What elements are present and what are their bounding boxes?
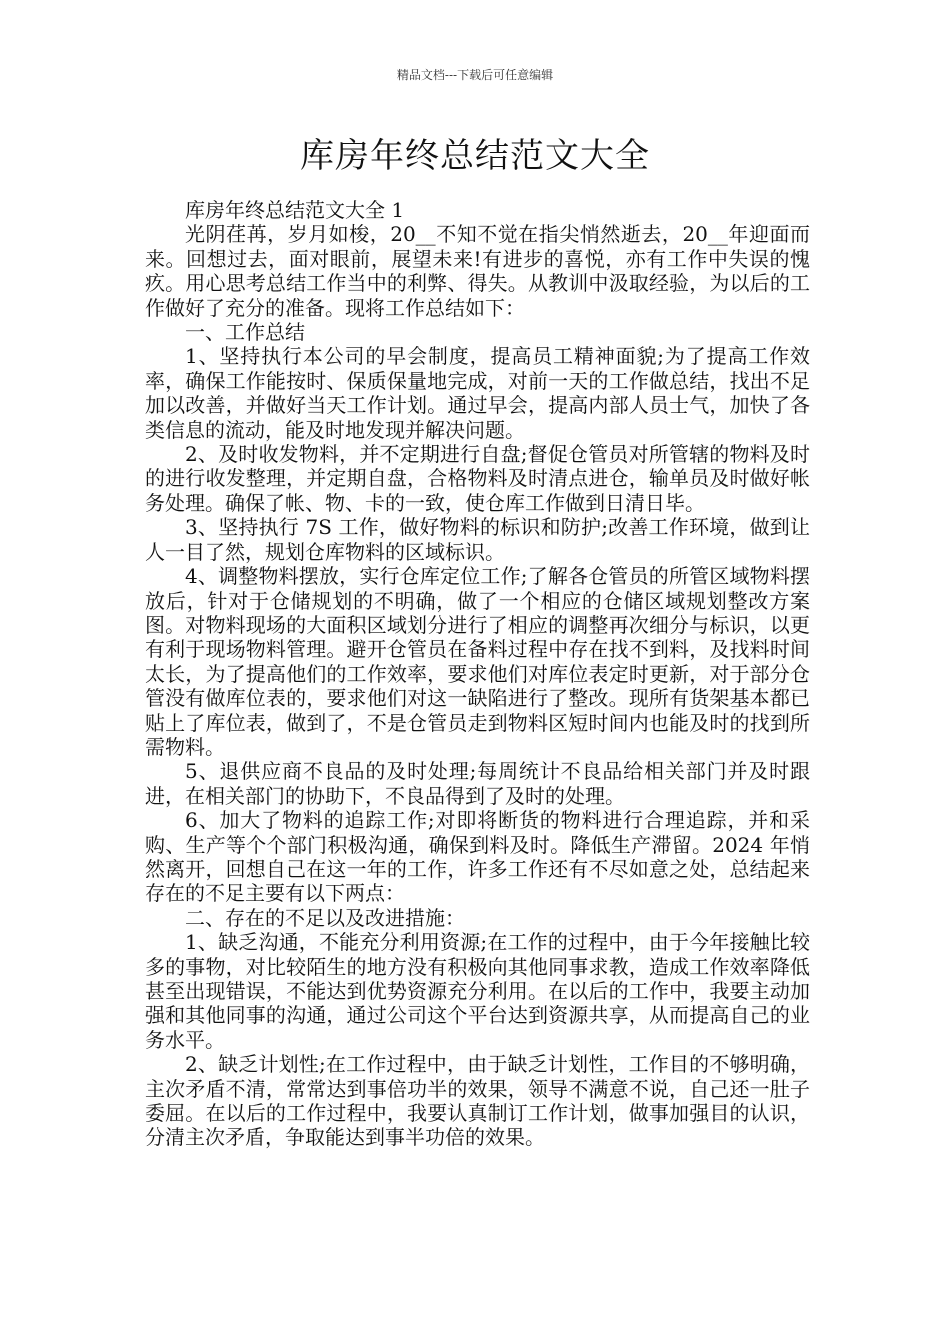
document-body bbox=[145, 198, 810, 1150]
work-item-4: 4、调整物料摆放，实行仓库定位工作;了解各仓管员的所管区域物料摆放后，针对于仓储规划的不明确，做了一个相应的仓储区域规划整改方案图。对物料现场的大面积区域划分进行了相应的调整再次细分与标识，以更有利于现场物料管理。避开仓管员在备料过程中存在找不到料，及找料时间太长，为了提高他们的工作效率，要求他们对库位表定时更新，对于部分仓管没有做库位表的，要求他们对这一缺陷进行了整改。现所有货架基本都已贴上了库位表，做到了，不是仓管员走到物料区短时间内也能及时的找到所需物料。 bbox=[145, 564, 810, 759]
header-note: 精品文档---下载后可任意编辑 bbox=[396, 68, 554, 82]
work-item-3: 3、坚持执行 7S 工作，做好物料的标识和防护;改善工作环境，做到让人一目了然，规划仓库物料的区域标识。 bbox=[145, 515, 810, 564]
work-item-2: 2、及时收发物料，并不定期进行自盘;督促仓管员对所管辖的物料及时的进行收发整理，并定期自盘，合格物料及时清点进仓，输单员及时做好帐务处理。确保了帐、物、卡的一致，使仓库工作做到日清日毕。 bbox=[145, 442, 810, 515]
work-item-6: 6、加大了物料的追踪工作;对即将断货的物料进行合理追踪，并和采购、生产等个个部门积极沟通，确保到料及时。降低生产滞留。2024 年悄然离开，回想自己在这一年的工作，许多工作还有不尽如意之处，总结起来存在的不足主要有以下两点： bbox=[145, 808, 810, 906]
section-heading-shortcomings: 二、存在的不足以及改进措施： bbox=[185, 905, 465, 930]
work-item-5: 5、退供应商不良品的及时处理;每周统计不良品给相关部门并及时跟进，在相关部门的协助下，不良品得到了及时的处理。 bbox=[145, 759, 810, 808]
section-heading-work-summary: 一、工作总结 bbox=[185, 320, 305, 345]
work-item-1: 1、坚持执行本公司的早会制度，提高员工精神面貌;为了提高工作效率，确保工作能按时、保质保量地完成，对前一天的工作做总结，找出不足加以改善，并做好当天工作计划。通过早会，提高内部人员士气，加快了各类信息的流动，能及时地发现并解决问题。 bbox=[145, 344, 810, 442]
document-title: 库房年终总结范文大全 bbox=[300, 136, 650, 176]
subtitle-paragraph: 库房年终总结范文大全 1 bbox=[185, 198, 405, 222]
shortcoming-item-2: 2、缺乏计划性;在工作过程中，由于缺乏计划性，工作目的不够明确，主次矛盾不清，常常达到事倍功半的效果，领导不满意不说，自己还一肚子委屈。在以后的工作过程中，我要认真制订工作计划，做事加强目的认识，分清主次矛盾，争取能达到事半功倍的效果。 bbox=[145, 1052, 810, 1150]
shortcoming-item-1: 1、缺乏沟通，不能充分利用资源;在工作的过程中，由于今年接触比较多的事物，对比较陌生的地方没有积极向其他同事求教，造成工作效率降低甚至出现错误，不能达到优势资源充分利用。在以后的工作中，我要主动加强和其他同事的沟通，通过公司这个平台达到资源共享，从而提高自己的业务水平。 bbox=[145, 930, 810, 1052]
intro-paragraph: 光阴荏苒，岁月如梭，20__不知不觉在指尖悄然逝去，20__年迎面而来。回想过去，面对眼前，展望未来!有进步的喜悦，亦有工作中失误的愧疚。用心思考总结工作当中的利弊、得失。从教训中汲取经验，为以后的工作做好了充分的准备。现将工作总结如下： bbox=[145, 222, 810, 320]
